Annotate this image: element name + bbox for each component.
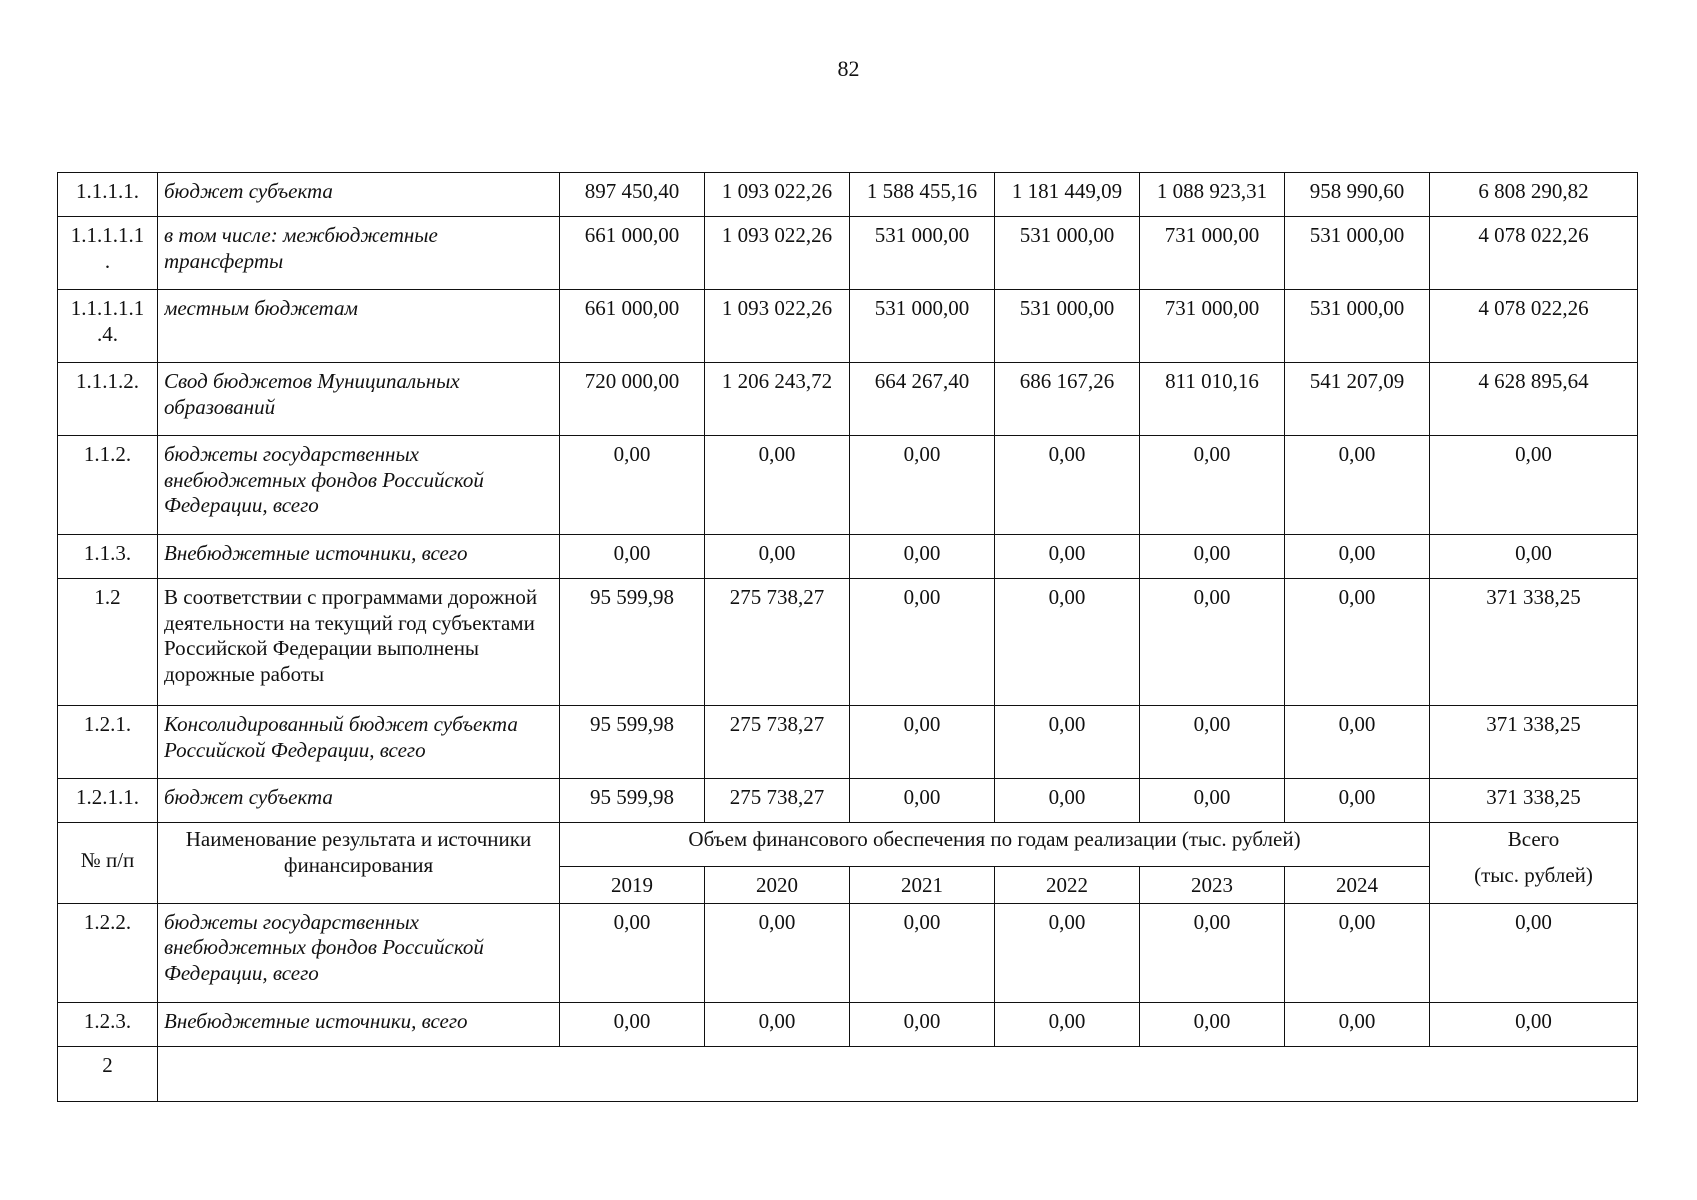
table-body-top [58, 173, 1638, 823]
row-name-text: бюджет субъекта [164, 785, 333, 809]
row-value: 0,00 [995, 903, 1140, 1002]
row-name [158, 173, 560, 217]
row-value: 0,00 [560, 436, 705, 535]
table-body-last [58, 1046, 1638, 1101]
row-value: 0,00 [850, 535, 995, 579]
row-value: 0,00 [995, 436, 1140, 535]
row-total: 4 078 022,26 [1430, 290, 1638, 363]
row-value: 0,00 [1140, 706, 1285, 779]
row-value: 664 267,40 [850, 363, 995, 436]
row-name-text: Внебюджетные источники, всего [164, 1008, 468, 1033]
row-name [158, 363, 560, 436]
row-name-text: бюджет субъекта [164, 179, 333, 203]
row-value: 531 000,00 [850, 290, 995, 363]
header-total-label: Всего [1507, 827, 1560, 851]
row-value: 0,00 [1140, 903, 1285, 1002]
row-value: 95 599,98 [560, 706, 705, 779]
row-value: 0,00 [1140, 436, 1285, 535]
year-2019: 2019 [560, 867, 705, 904]
year-2021: 2021 [850, 867, 995, 904]
table-row [58, 363, 1638, 436]
row-value: 0,00 [850, 706, 995, 779]
year-2023: 2023 [1140, 867, 1285, 904]
row-name-text: Консолидированный бюджет субъекта Российской Федерации, всего [164, 712, 518, 762]
row-value: 720 000,00 [560, 363, 705, 436]
row-value: 731 000,00 [1140, 217, 1285, 290]
table-row [58, 535, 1638, 579]
row-value: 531 000,00 [995, 290, 1140, 363]
row-value: 541 207,09 [1285, 363, 1430, 436]
row-value: 1 588 455,16 [850, 173, 995, 217]
row-value: 95 599,98 [560, 579, 705, 706]
row-value: 0,00 [705, 1002, 850, 1046]
row-total: 6 808 290,82 [1430, 173, 1638, 217]
row-value: 0,00 [995, 579, 1140, 706]
row-value: 958 990,60 [1285, 173, 1430, 217]
table-row [58, 436, 1638, 535]
row-value: 275 738,27 [705, 779, 850, 823]
row-value: 0,00 [850, 903, 995, 1002]
row-number: 1.2.1.1. [58, 779, 158, 823]
header-total-unit: (тыс. рублей) [1474, 862, 1593, 887]
row-total: 371 338,25 [1430, 706, 1638, 779]
row-value: 0,00 [705, 535, 850, 579]
row-value: 0,00 [1285, 436, 1430, 535]
row-value: 731 000,00 [1140, 290, 1285, 363]
table-row [58, 706, 1638, 779]
row-text [158, 1046, 1638, 1101]
row-value: 531 000,00 [850, 217, 995, 290]
row-name [158, 779, 560, 823]
row-total: 371 338,25 [1430, 779, 1638, 823]
row-value: 811 010,16 [1140, 363, 1285, 436]
row-value: 1 093 022,26 [705, 290, 850, 363]
table-row [58, 1002, 1638, 1046]
row-value: 0,00 [560, 903, 705, 1002]
row-value: 0,00 [560, 535, 705, 579]
row-name [158, 436, 560, 535]
row-number: 2 [58, 1046, 158, 1101]
row-value: 0,00 [560, 1002, 705, 1046]
row-value: 0,00 [1285, 1002, 1430, 1046]
row-number: 1.1.3. [58, 535, 158, 579]
row-name [158, 1002, 560, 1046]
row-number: 1.2 [58, 579, 158, 706]
row-total: 4 078 022,26 [1430, 217, 1638, 290]
row-value: 0,00 [995, 779, 1140, 823]
row-name [158, 706, 560, 779]
row-value: 0,00 [1140, 535, 1285, 579]
row-value: 275 738,27 [705, 706, 850, 779]
row-value: 0,00 [1285, 535, 1430, 579]
row-value: 0,00 [850, 579, 995, 706]
table-row [58, 779, 1638, 823]
header-total [1430, 823, 1638, 904]
row-value: 0,00 [850, 1002, 995, 1046]
row-total: 0,00 [1430, 1002, 1638, 1046]
row-value: 0,00 [995, 535, 1140, 579]
row-value: 661 000,00 [560, 217, 705, 290]
table-body-bottom [58, 903, 1638, 1046]
financing-table [57, 172, 1638, 1102]
row-value: 531 000,00 [995, 217, 1140, 290]
row-name-text: бюджеты государственных внебюджетных фондов Российской Федерации, всего [164, 909, 484, 985]
row-value: 95 599,98 [560, 779, 705, 823]
row-value: 1 093 022,26 [705, 217, 850, 290]
header-volume: Объем финансового обеспечения по годам реализации (тыс. рублей) [560, 823, 1430, 867]
row-total: 0,00 [1430, 903, 1638, 1002]
row-value: 531 000,00 [1285, 290, 1430, 363]
year-2022: 2022 [995, 867, 1140, 904]
row-value: 531 000,00 [1285, 217, 1430, 290]
row-name-text: Свод бюджетов Муниципальных образований [164, 369, 460, 419]
row-total: 4 628 895,64 [1430, 363, 1638, 436]
row-name [158, 535, 560, 579]
row-name [158, 579, 560, 706]
row-name-text: бюджеты государственных внебюджетных фондов Российской Федерации, всего [164, 442, 484, 518]
row-name-text: в том числе: межбюджетные трансферты [164, 223, 438, 273]
row-value: 0,00 [995, 1002, 1140, 1046]
row-number: 1.2.1. [58, 706, 158, 779]
row-total: 371 338,25 [1430, 579, 1638, 706]
row-name [158, 217, 560, 290]
table-row [58, 173, 1638, 217]
row-value: 0,00 [705, 436, 850, 535]
row-total: 0,00 [1430, 436, 1638, 535]
row-value: 1 088 923,31 [1140, 173, 1285, 217]
table-header-block [58, 823, 1638, 904]
row-name [158, 903, 560, 1002]
row-value: 0,00 [1285, 706, 1430, 779]
row-number: 1.2.3. [58, 1002, 158, 1046]
page-number: 82 [837, 56, 860, 81]
row-value: 1 181 449,09 [995, 173, 1140, 217]
row-value: 0,00 [850, 436, 995, 535]
row-number: 1.1.1.1.1 . [58, 217, 158, 290]
row-value: 661 000,00 [560, 290, 705, 363]
row-value: 0,00 [995, 706, 1140, 779]
row-value: 1 093 022,26 [705, 173, 850, 217]
row-value: 0,00 [1140, 779, 1285, 823]
row-value: 0,00 [850, 779, 995, 823]
row-value: 0,00 [1285, 779, 1430, 823]
table-row [58, 903, 1638, 1002]
header-num: № п/п [58, 823, 158, 904]
row-value: 686 167,26 [995, 363, 1140, 436]
row-number: 1.2.2. [58, 903, 158, 1002]
row-value: 1 206 243,72 [705, 363, 850, 436]
year-2024: 2024 [1285, 867, 1430, 904]
table-row-2 [58, 1046, 1638, 1101]
row-value: 275 738,27 [705, 579, 850, 706]
row-value: 0,00 [1140, 579, 1285, 706]
year-2020: 2020 [705, 867, 850, 904]
table-row [58, 579, 1638, 706]
row-name-text: Внебюджетные источники, всего [164, 541, 468, 565]
table-row [58, 290, 1638, 363]
row-number: 1.1.1.1. [58, 173, 158, 217]
row-value: 897 450,40 [560, 173, 705, 217]
row-value: 0,00 [1285, 579, 1430, 706]
row-total: 0,00 [1430, 535, 1638, 579]
row-number: 1.1.1.1.1 .4. [58, 290, 158, 363]
row-name [158, 290, 560, 363]
row-name-text: В соответствии с программами дорожной деятельности на текущий год субъектами Российской Федерации выполнены дорожные работы [164, 585, 538, 686]
header-name: Наименование результата и источники финансирования [158, 823, 560, 904]
header-row [58, 823, 1638, 867]
row-value: 0,00 [705, 903, 850, 1002]
row-value: 0,00 [1140, 1002, 1285, 1046]
table-row [58, 217, 1638, 290]
row-value: 0,00 [1285, 903, 1430, 1002]
row-number: 1.1.2. [58, 436, 158, 535]
row-number: 1.1.1.2. [58, 363, 158, 436]
row-name-text: местным бюджетам [164, 296, 358, 320]
